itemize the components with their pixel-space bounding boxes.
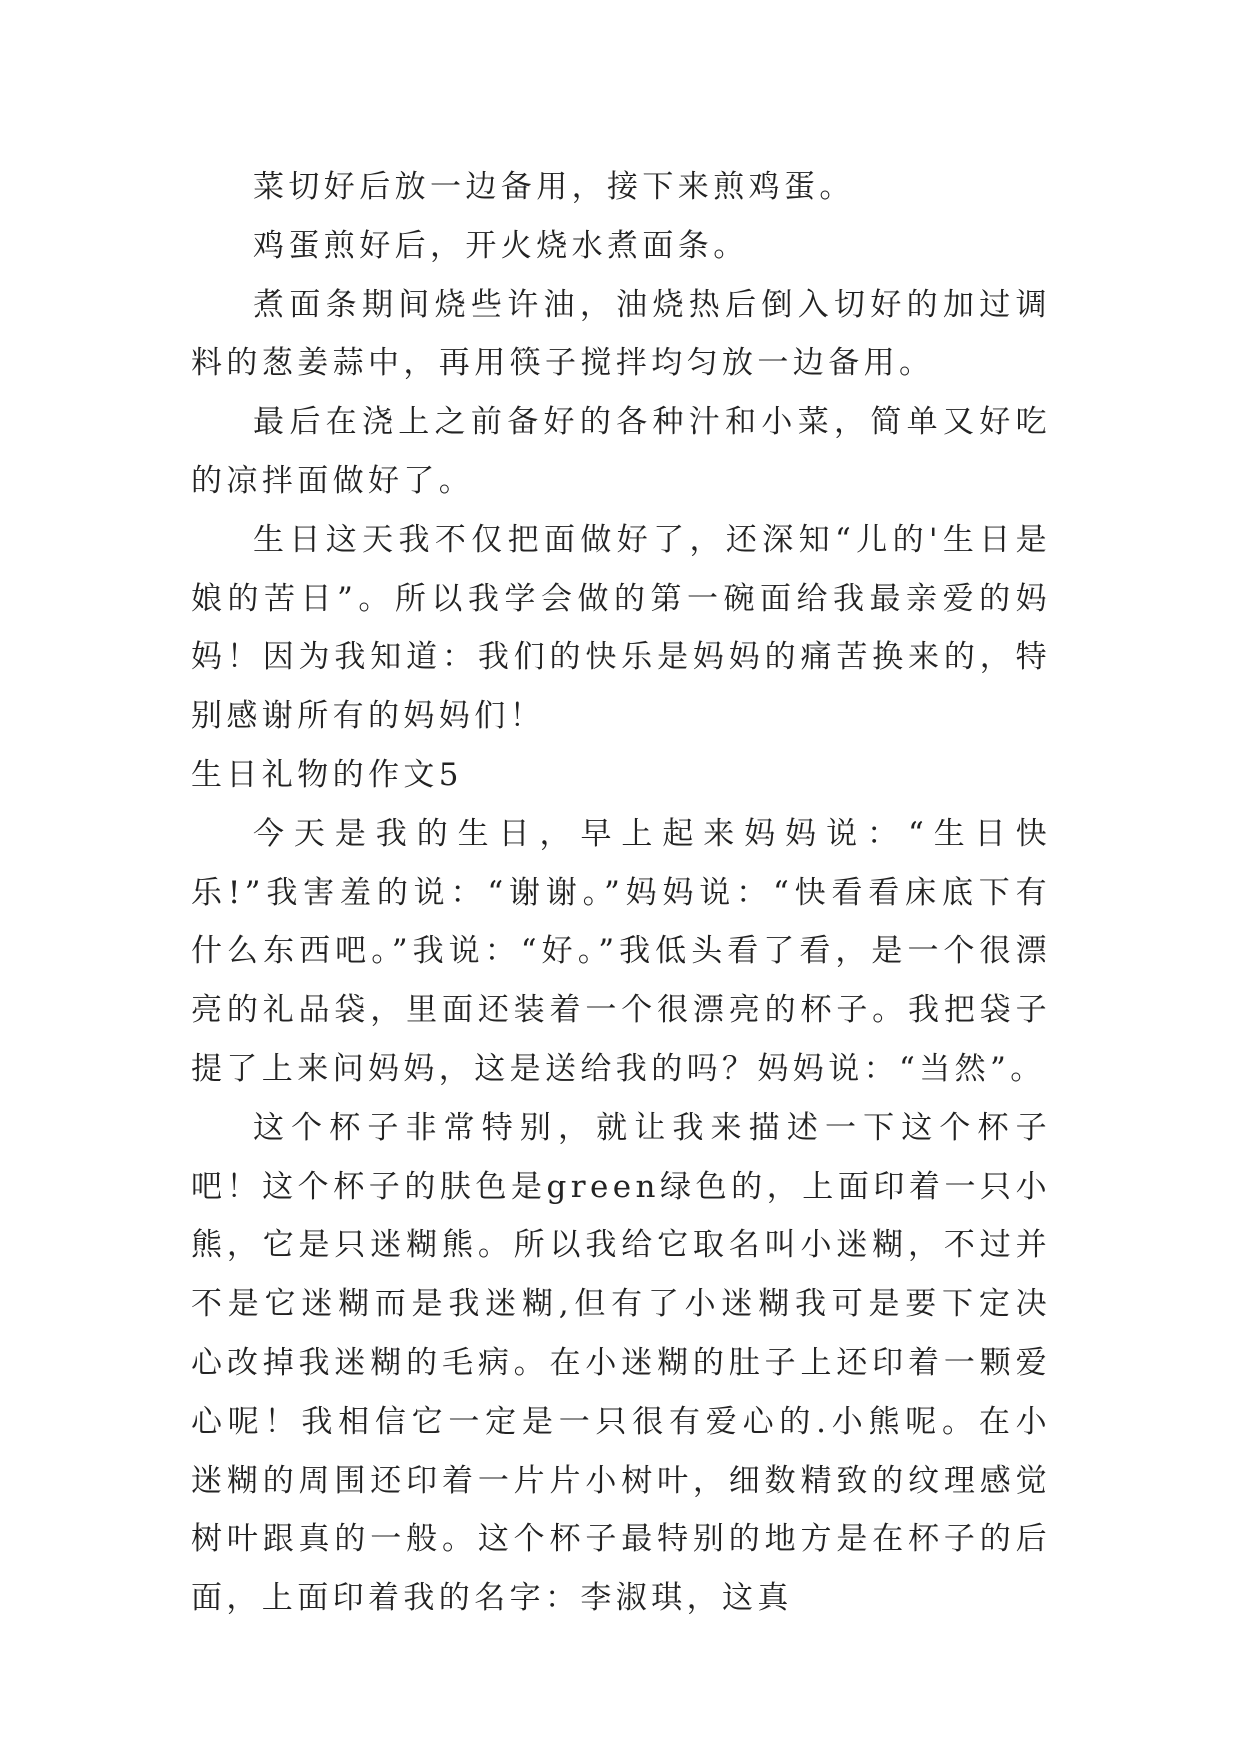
paragraph-eggs: 鸡蛋煎好后，开火烧水煮面条。 <box>253 227 749 264</box>
paragraph-cold-noodles: 最后在浇上之前备好的各种汁和小菜，简单又好吃的凉拌面做好了。 <box>191 404 1051 499</box>
paragraph-birthday-mother: 生日这天我不仅把面做好了，还深知“儿的'生日是娘的苦日”。所以我学会做的第一碗面给我最亲爱的妈妈！因为我知道：我们的快乐是妈妈的痛苦换来的，特别感谢所有的妈妈们！ <box>191 521 1051 735</box>
section-heading: 生日礼物的作文5 <box>191 756 463 793</box>
paragraph-noodles-oil: 煮面条期间烧些许油，油烧热后倒入切好的加过调料的葱姜蒜中，再用筷子搅拌均匀放一边备用。 <box>191 286 1051 382</box>
document-body <box>191 158 1051 1628</box>
paragraph-cup-description: 这个杯子非常特别，就让我来描述一下这个杯子吧！这个杯子的肤色是green绿色的，上面印着一只小熊，它是只迷糊熊。所以我给它取名叫小迷糊，不过并不是它迷糊而是我迷糊,但有了小迷糊我可是要下定决心改掉我迷糊的毛病。在小迷糊的肚子上还印着一颗爱心呢！我相信它一定是一只很有爱心的.小熊呢。在小迷糊的周围还印着一片片小树叶，细数精致的纹理感觉树叶跟真的一般。这个杯子最特别的地方是在杯子的后面，上面印着我的名字：李淑琪，这真 <box>191 1109 1051 1617</box>
paragraph-vegetables: 菜切好后放一边备用，接下来煎鸡蛋。 <box>253 169 855 205</box>
paragraph-birthday-gift: 今天是我的生日，早上起来妈妈说：“生日快乐!”我害羞的说：“谢谢。”妈妈说：“快看看床底下有什么东西吧。”我说：“好。”我低头看了看，是一个很漂亮的礼品袋，里面还装着一个很漂亮的杯子。我把袋子提了上来问妈妈，这是送给我的吗？妈妈说：“当然”。 <box>191 815 1051 1087</box>
